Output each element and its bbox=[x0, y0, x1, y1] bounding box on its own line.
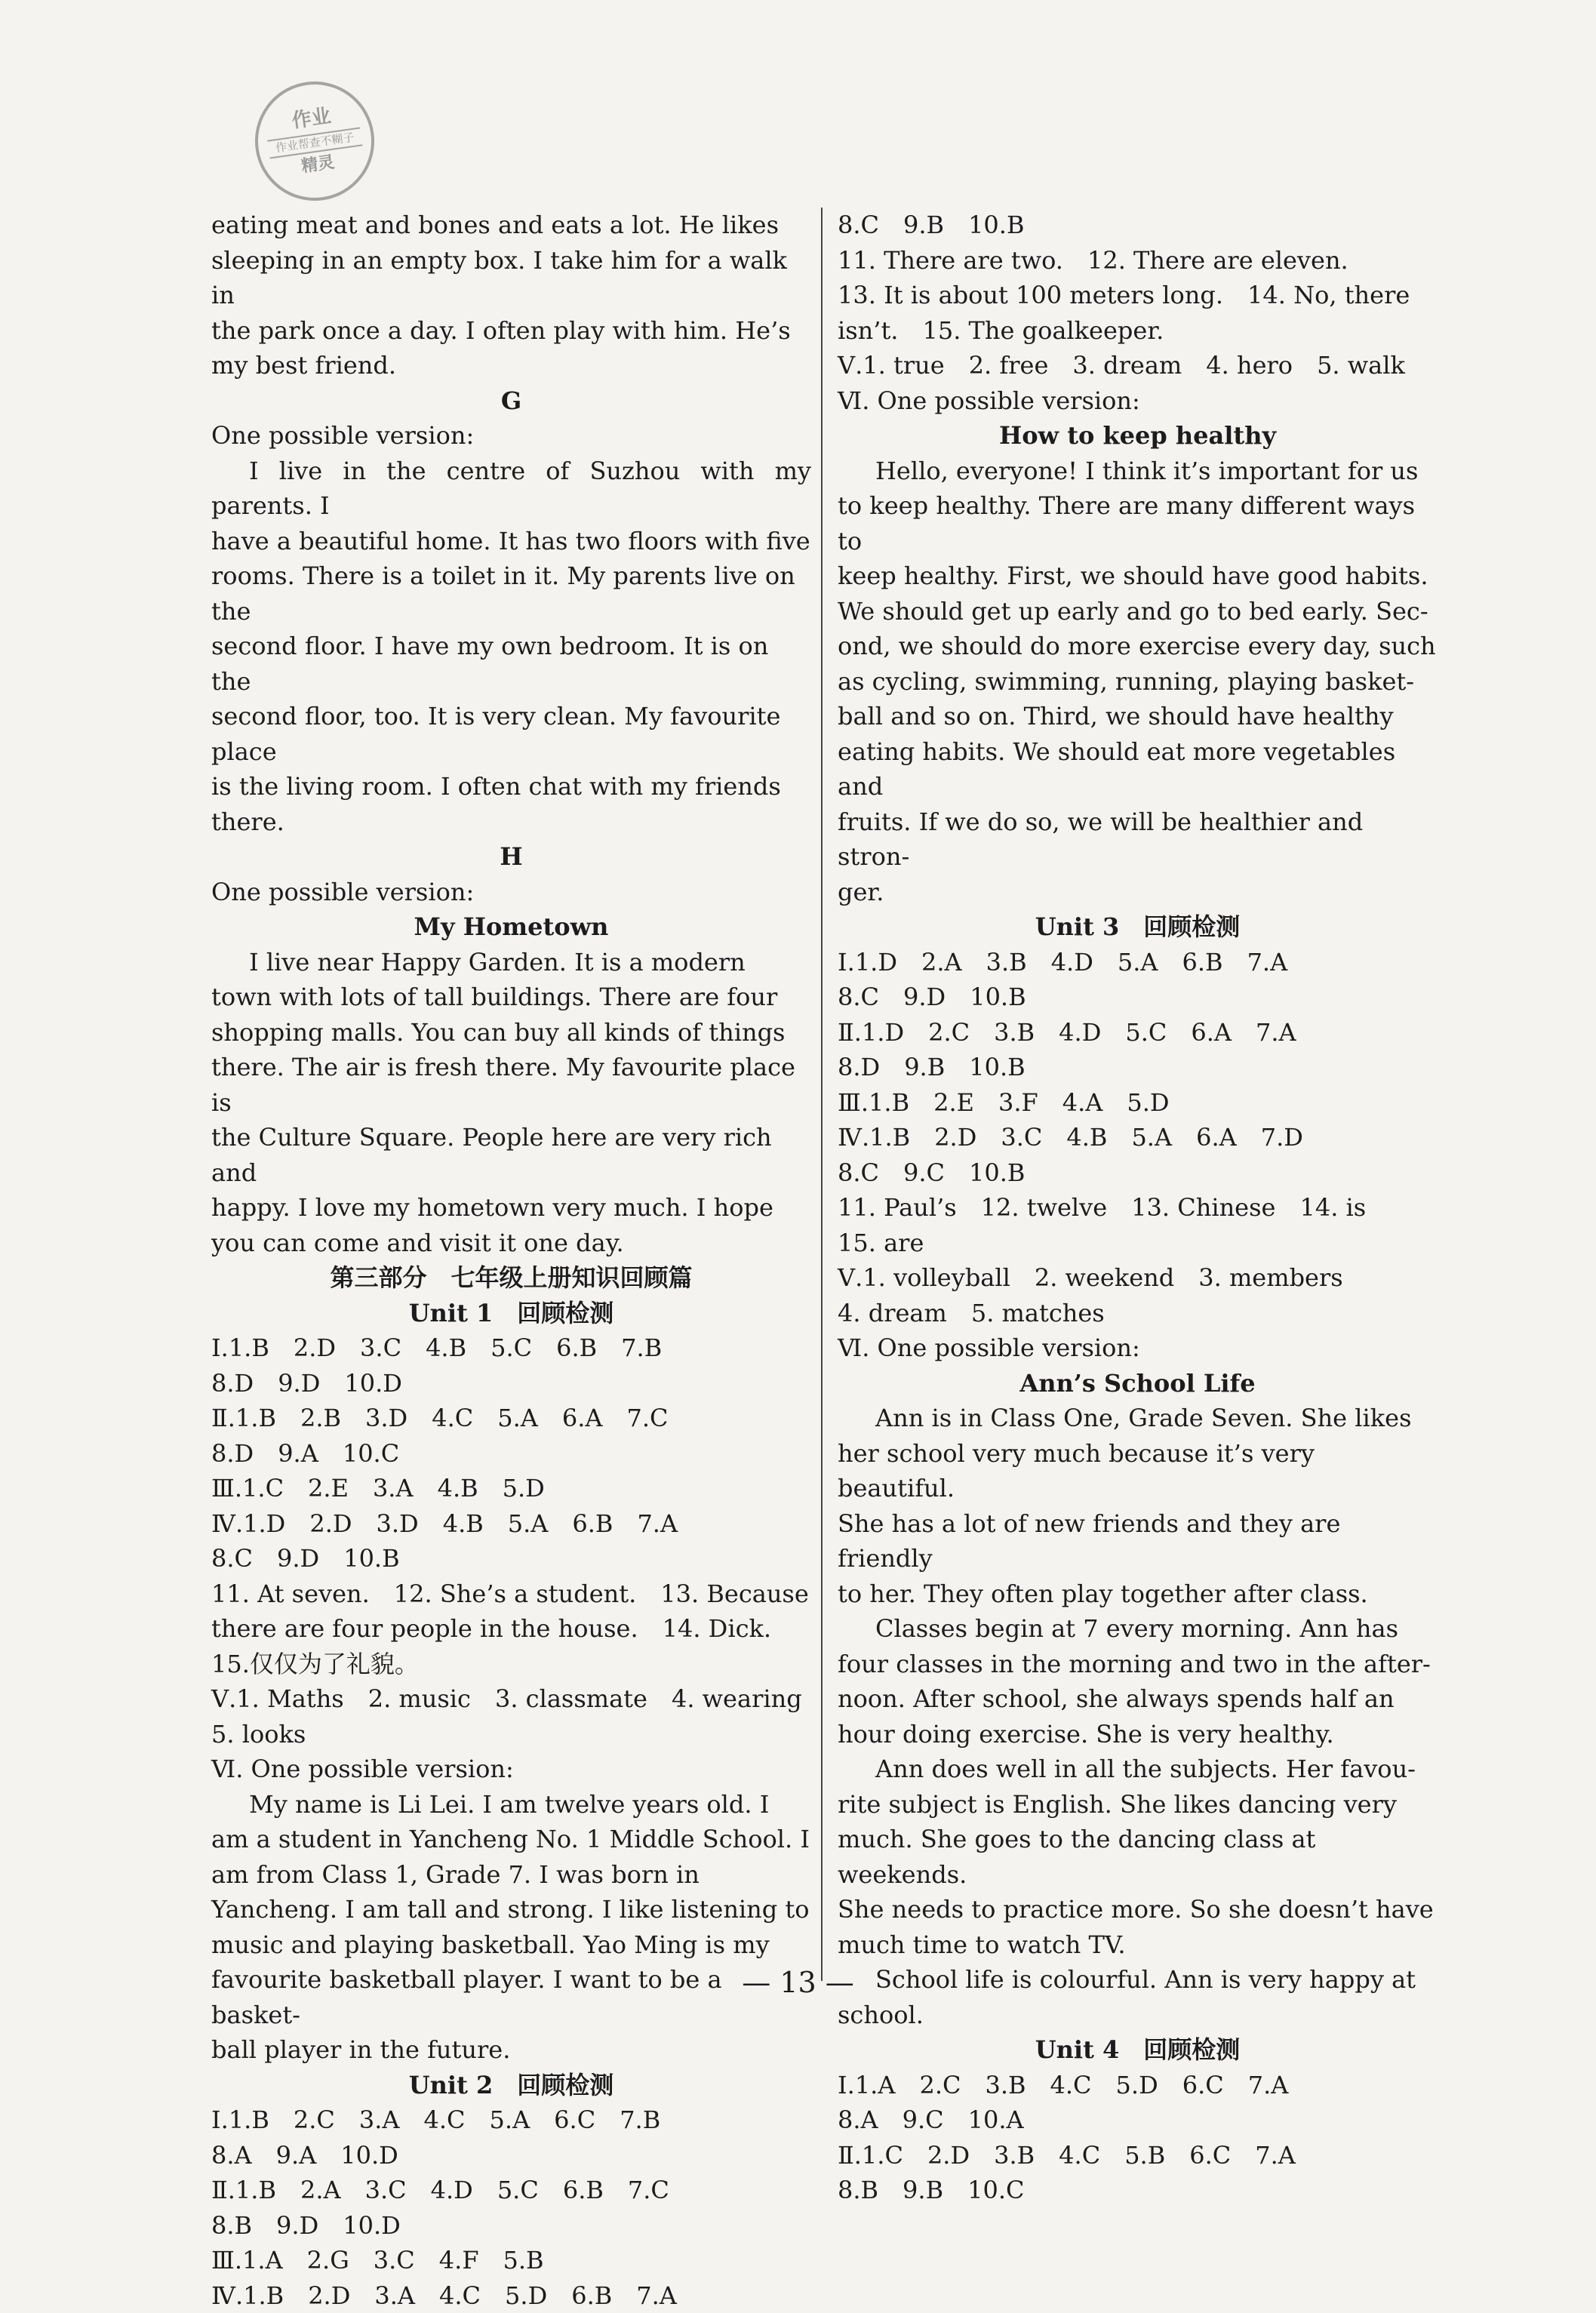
right-text-line: Ⅳ.1.B 2.D 3.C 4.B 5.A 6.A 7.D bbox=[838, 1120, 1438, 1155]
right-text-line: fruits. If we do so, we will be healthier and stron- bbox=[838, 804, 1438, 875]
left-text-line: 第三部分 七年级上册知识回顾篇 bbox=[211, 1260, 811, 1296]
right-text-line: rite subject is English. She likes dancing very bbox=[838, 1787, 1438, 1822]
left-text-line: second floor, too. It is very clean. My favourite place bbox=[211, 699, 811, 769]
right-text-line: four classes in the morning and two in the after- bbox=[838, 1647, 1438, 1682]
right-text-line: She has a lot of new friends and they are friendly bbox=[838, 1506, 1438, 1576]
left-text-line: 8.D 9.D 10.D bbox=[211, 1366, 811, 1401]
left-text-line: 8.A 9.A 10.D bbox=[211, 2138, 811, 2173]
left-text-line: 11. At seven. 12. She’s a student. 13. Because bbox=[211, 1576, 811, 1612]
right-text-line: school. bbox=[838, 1998, 1438, 2033]
right-text-line: Classes begin at 7 every morning. Ann has bbox=[838, 1611, 1438, 1647]
left-text-line: Ⅰ.1.B 2.D 3.C 4.B 5.C 6.B 7.B bbox=[211, 1330, 811, 1366]
right-text-line: We should get up early and go to bed early. Sec- bbox=[838, 594, 1438, 629]
right-text-line: Ⅰ.1.A 2.C 3.B 4.C 5.D 6.C 7.A bbox=[838, 2068, 1438, 2103]
right-column bbox=[838, 208, 1438, 2208]
right-text-line: eating habits. We should eat more vegetables and bbox=[838, 734, 1438, 804]
left-text-line: Yancheng. I am tall and strong. I like listening to bbox=[211, 1892, 811, 1927]
right-text-line: to her. They often play together after class. bbox=[838, 1576, 1438, 1612]
right-text-line: 11. There are two. 12. There are eleven. bbox=[838, 243, 1438, 278]
right-text-line: ball and so on. Third, we should have healthy bbox=[838, 699, 1438, 734]
left-text-line: Ⅵ. One possible version: bbox=[211, 1752, 811, 1787]
right-text-line: noon. After school, she always spends half an bbox=[838, 1681, 1438, 1717]
left-text-line: happy. I love my hometown very much. I hope bbox=[211, 1190, 811, 1226]
stamp-line-3: 精灵 bbox=[300, 153, 336, 177]
right-text-line: 8.C 9.B 10.B bbox=[838, 208, 1438, 243]
left-text-line: ball player in the future. bbox=[211, 2032, 811, 2068]
left-text-line: 8.B 9.D 10.D bbox=[211, 2208, 811, 2244]
right-text-line: Ⅱ.1.D 2.C 3.B 4.D 5.C 6.A 7.A bbox=[838, 1015, 1438, 1050]
homework-stamp-logo bbox=[248, 74, 382, 208]
right-text-line: Ⅰ.1.D 2.A 3.B 4.D 5.A 6.B 7.A bbox=[838, 945, 1438, 980]
left-text-line: rooms. There is a toilet in it. My parents live on the bbox=[211, 558, 811, 629]
right-text-line: Ⅵ. One possible version: bbox=[838, 1330, 1438, 1366]
right-text-line: hour doing exercise. She is very healthy. bbox=[838, 1717, 1438, 1752]
left-text-line: 15.仅仅为了礼貌。 bbox=[211, 1647, 811, 1682]
right-text-line: Ⅲ.1.B 2.E 3.F 4.A 5.D bbox=[838, 1085, 1438, 1121]
left-text-line: have a beautiful home. It has two floors with five bbox=[211, 524, 811, 559]
left-text-line: there are four people in the house. 14. Dick. bbox=[211, 1611, 811, 1647]
right-text-line: keep healthy. First, we should have good habits. bbox=[838, 558, 1438, 594]
left-text-line: Ⅳ.1.B 2.D 3.A 4.C 5.D 6.B 7.A bbox=[211, 2278, 811, 2313]
left-text-line: I live in the centre of Suzhou with my parents. I bbox=[211, 454, 811, 524]
right-text-line: 8.D 9.B 10.B bbox=[838, 1050, 1438, 1085]
left-text-line: shopping malls. You can buy all kinds of things bbox=[211, 1015, 811, 1050]
left-text-line: favourite basketball player. I want to be a basket- bbox=[211, 1962, 811, 2032]
left-text-line: Ⅲ.1.C 2.E 3.A 4.B 5.D bbox=[211, 1471, 811, 1506]
left-text-line: Ⅲ.1.A 2.G 3.C 4.F 5.B bbox=[211, 2243, 811, 2278]
right-text-line: much. She goes to the dancing class at weekends. bbox=[838, 1822, 1438, 1892]
right-text-line: Ⅴ.1. true 2. free 3. dream 4. hero 5. walk bbox=[838, 348, 1438, 383]
left-text-line: Ⅰ.1.B 2.C 3.A 4.C 5.A 6.C 7.B bbox=[211, 2102, 811, 2138]
right-text-line: Ⅱ.1.C 2.D 3.B 4.C 5.B 6.C 7.A bbox=[838, 2138, 1438, 2173]
right-text-line: isn’t. 15. The goalkeeper. bbox=[838, 313, 1438, 349]
left-text-line: am a student in Yancheng No. 1 Middle School. I bbox=[211, 1822, 811, 1857]
left-text-line: Ⅳ.1.D 2.D 3.D 4.B 5.A 6.B 7.A bbox=[211, 1506, 811, 1542]
right-text-line: Unit 4 回顾检测 bbox=[838, 2032, 1438, 2068]
right-text-line: She needs to practice more. So she doesn’t have bbox=[838, 1892, 1438, 1927]
left-text-line: sleeping in an empty box. I take him for a walk in bbox=[211, 243, 811, 313]
left-text-line: second floor. I have my own bedroom. It is on the bbox=[211, 629, 811, 699]
right-text-line: 8.B 9.B 10.C bbox=[838, 2173, 1438, 2208]
right-text-line: her school very much because it’s very beautiful. bbox=[838, 1436, 1438, 1506]
right-text-line: 4. dream 5. matches bbox=[838, 1296, 1438, 1331]
right-text-line: School life is colourful. Ann is very happy at bbox=[838, 1962, 1438, 1998]
left-text-line: eating meat and bones and eats a lot. He likes bbox=[211, 208, 811, 243]
left-text-line: My Hometown bbox=[211, 909, 811, 945]
left-text-line: town with lots of tall buildings. There are four bbox=[211, 980, 811, 1015]
right-text-line: much time to watch TV. bbox=[838, 1927, 1438, 1963]
left-text-line: Ⅱ.1.B 2.B 3.D 4.C 5.A 6.A 7.C bbox=[211, 1401, 811, 1436]
right-text-line: 11. Paul’s 12. twelve 13. Chinese 14. is bbox=[838, 1190, 1438, 1226]
right-text-line: 8.A 9.C 10.A bbox=[838, 2102, 1438, 2138]
right-text-line: 8.C 9.D 10.B bbox=[838, 980, 1438, 1015]
left-text-line: am from Class 1, Grade 7. I was born in bbox=[211, 1857, 811, 1893]
right-text-line: Unit 3 回顾检测 bbox=[838, 909, 1438, 945]
stamp-line-1: 作业 bbox=[291, 106, 333, 134]
left-text-line: you can come and visit it one day. bbox=[211, 1226, 811, 1261]
left-text-line: Unit 2 回顾检测 bbox=[211, 2068, 811, 2103]
left-text-line: 5. looks bbox=[211, 1717, 811, 1752]
left-text-line: 8.D 9.A 10.C bbox=[211, 1436, 811, 1472]
right-text-line: ger. bbox=[838, 875, 1438, 910]
left-text-line: One possible version: bbox=[211, 875, 811, 910]
stamp-line-2: 作业帮查不糊子 bbox=[267, 127, 362, 158]
column-divider bbox=[821, 208, 823, 1981]
right-text-line: to keep healthy. There are many different ways to bbox=[838, 488, 1438, 558]
right-text-line: Ann’s School Life bbox=[838, 1366, 1438, 1401]
right-text-line: ond, we should do more exercise every day, such bbox=[838, 629, 1438, 664]
left-text-line: the park once a day. I often play with him. He’s bbox=[211, 313, 811, 349]
left-text-line: Ⅴ.1. Maths 2. music 3. classmate 4. wearing bbox=[211, 1681, 811, 1717]
right-text-line: Ann is in Class One, Grade Seven. She likes bbox=[838, 1401, 1438, 1436]
right-text-line: Hello, everyone! I think it’s important for us bbox=[838, 454, 1438, 489]
left-text-line: the Culture Square. People here are very rich and bbox=[211, 1120, 811, 1190]
right-text-line: Ⅵ. One possible version: bbox=[838, 383, 1438, 419]
page-number: — 13 — bbox=[0, 1966, 1596, 1999]
left-text-line: My name is Li Lei. I am twelve years old. I bbox=[211, 1787, 811, 1822]
left-text-line: I live near Happy Garden. It is a modern bbox=[211, 945, 811, 980]
left-text-line: my best friend. bbox=[211, 348, 811, 383]
right-text-line: 15. are bbox=[838, 1226, 1438, 1261]
left-text-line: 8.C 9.D 10.B bbox=[211, 1541, 811, 1576]
left-text-line: music and playing basketball. Yao Ming is my bbox=[211, 1927, 811, 1963]
left-text-line: H bbox=[211, 839, 811, 875]
left-text-line: there. The air is fresh there. My favourite place is bbox=[211, 1050, 811, 1120]
left-text-line: is the living room. I often chat with my friends there. bbox=[211, 769, 811, 839]
left-text-line: Ⅱ.1.B 2.A 3.C 4.D 5.C 6.B 7.C bbox=[211, 2173, 811, 2208]
left-text-line: One possible version: bbox=[211, 418, 811, 454]
right-text-line: as cycling, swimming, running, playing basket- bbox=[838, 664, 1438, 700]
right-text-line: Ⅴ.1. volleyball 2. weekend 3. members bbox=[838, 1260, 1438, 1296]
right-text-line: Ann does well in all the subjects. Her favou- bbox=[838, 1752, 1438, 1787]
right-text-line: How to keep healthy bbox=[838, 418, 1438, 454]
left-text-line: G bbox=[211, 383, 811, 419]
right-text-line: 8.C 9.C 10.B bbox=[838, 1155, 1438, 1191]
left-text-line: Unit 1 回顾检测 bbox=[211, 1296, 811, 1331]
right-text-line: 13. It is about 100 meters long. 14. No, there bbox=[838, 278, 1438, 313]
